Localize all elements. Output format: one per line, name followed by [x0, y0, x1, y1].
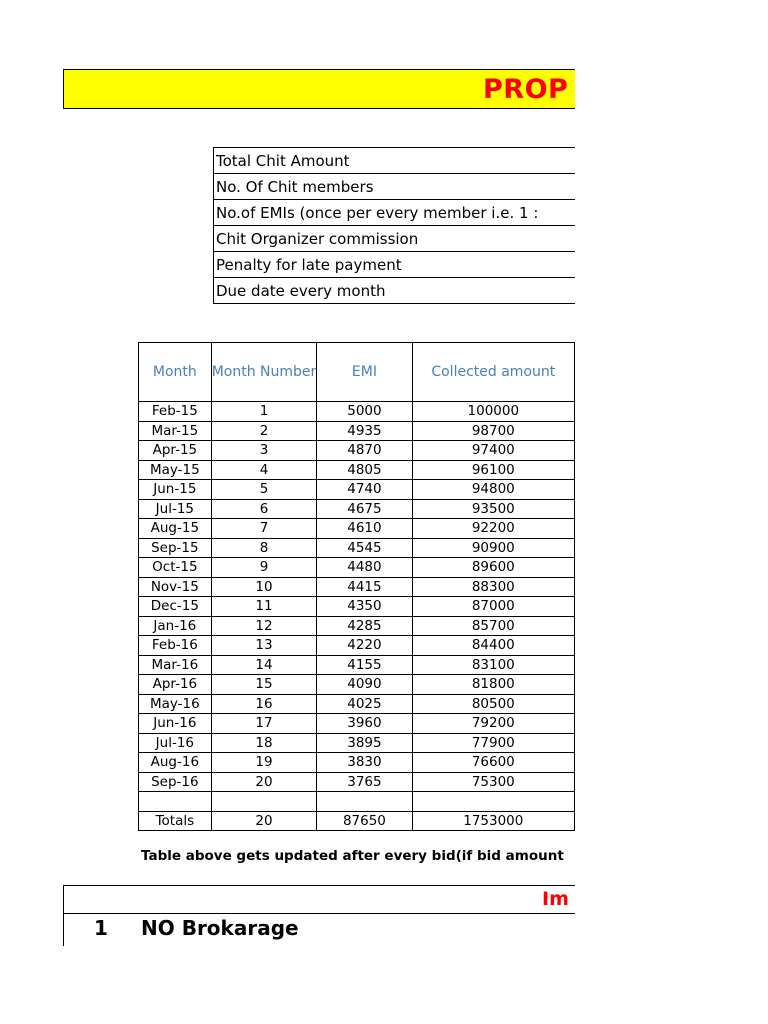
- emi-cell: 4480: [317, 558, 412, 578]
- page-title: PROP: [483, 74, 569, 105]
- collected-amount-cell: 81800: [412, 675, 574, 695]
- collected-amount-cell: 80500: [412, 694, 574, 714]
- header-month-number: Month Number: [211, 343, 317, 402]
- table-row: [139, 441, 575, 461]
- info-row: [214, 200, 576, 226]
- collected-amount-cell: 77900: [412, 733, 574, 753]
- emi-cell: 4155: [317, 655, 412, 675]
- chit-info-table: [213, 147, 575, 304]
- collected-amount-cell: 89600: [412, 558, 574, 578]
- table-row: [139, 792, 575, 812]
- info-row: [214, 252, 576, 278]
- collected-amount-cell: 83100: [412, 655, 574, 675]
- collected-amount-cell: 97400: [412, 441, 574, 461]
- table-row: [139, 519, 575, 539]
- info-label-cell: Penalty for late payment: [214, 252, 576, 278]
- collected-amount-cell: 88300: [412, 577, 574, 597]
- month-cell: Sep-15: [139, 538, 212, 558]
- month-cell: Feb-16: [139, 636, 212, 656]
- month-number-cell: 2: [211, 421, 317, 441]
- table-row: [139, 733, 575, 753]
- month-number-cell: 10: [211, 577, 317, 597]
- month-number-cell: 9: [211, 558, 317, 578]
- point-label: NO Brokarage: [141, 916, 299, 940]
- table-row: [139, 480, 575, 500]
- table-row: [139, 636, 575, 656]
- collected-amount-cell: [412, 792, 574, 812]
- month-number-cell: [211, 792, 317, 812]
- point-number: 1: [94, 916, 108, 940]
- emi-cell: 3895: [317, 733, 412, 753]
- table-row: [139, 499, 575, 519]
- month-cell: Jun-16: [139, 714, 212, 734]
- month-number-cell: 1: [211, 402, 317, 422]
- emi-cell: 4350: [317, 597, 412, 617]
- collected-amount-cell: 79200: [412, 714, 574, 734]
- emi-cell: 5000: [317, 402, 412, 422]
- month-number-cell: 17: [211, 714, 317, 734]
- month-cell: Dec-15: [139, 597, 212, 617]
- collected-amount-cell: 92200: [412, 519, 574, 539]
- month-number-cell: 14: [211, 655, 317, 675]
- table-row: [139, 558, 575, 578]
- table-row: [139, 655, 575, 675]
- emi-cell: 3960: [317, 714, 412, 734]
- emi-cell: 4545: [317, 538, 412, 558]
- month-cell: Aug-15: [139, 519, 212, 539]
- info-row: [214, 148, 576, 174]
- info-label-cell: No. Of Chit members: [214, 174, 576, 200]
- chit-info-body: [214, 148, 576, 304]
- month-number-cell: 20: [211, 772, 317, 792]
- month-cell: Jun-15: [139, 480, 212, 500]
- collected-amount-cell: 87000: [412, 597, 574, 617]
- emi-cell: 4415: [317, 577, 412, 597]
- collected-amount-cell: 100000: [412, 402, 574, 422]
- info-row: [214, 226, 576, 252]
- month-cell: Nov-15: [139, 577, 212, 597]
- emi-cell: 4220: [317, 636, 412, 656]
- emi-cell: 3830: [317, 753, 412, 773]
- month-cell: Oct-15: [139, 558, 212, 578]
- table-row: [139, 616, 575, 636]
- info-row: [214, 278, 576, 304]
- collected-amount-cell: 84400: [412, 636, 574, 656]
- month-number-cell: 20: [211, 811, 317, 831]
- month-cell: Jul-15: [139, 499, 212, 519]
- emi-cell: [317, 792, 412, 812]
- table-row: [139, 538, 575, 558]
- table-row: [139, 597, 575, 617]
- collected-amount-cell: 76600: [412, 753, 574, 773]
- table-row: [139, 421, 575, 441]
- important-points-header: [63, 885, 575, 914]
- collected-amount-cell: 90900: [412, 538, 574, 558]
- month-number-cell: 6: [211, 499, 317, 519]
- table-row: [139, 402, 575, 422]
- month-number-cell: 15: [211, 675, 317, 695]
- month-cell: Apr-15: [139, 441, 212, 461]
- month-number-cell: 3: [211, 441, 317, 461]
- month-cell: Mar-15: [139, 421, 212, 441]
- info-label-cell: Chit Organizer commission: [214, 226, 576, 252]
- collected-amount-cell: 85700: [412, 616, 574, 636]
- month-number-cell: 4: [211, 460, 317, 480]
- emi-cell: 4935: [317, 421, 412, 441]
- month-number-cell: 13: [211, 636, 317, 656]
- month-cell: Feb-15: [139, 402, 212, 422]
- month-number-cell: 11: [211, 597, 317, 617]
- emi-cell: 4090: [317, 675, 412, 695]
- table-row: [139, 772, 575, 792]
- table-row: [139, 714, 575, 734]
- month-cell: Mar-16: [139, 655, 212, 675]
- info-label-cell: Total Chit Amount: [214, 148, 576, 174]
- table-row: [139, 577, 575, 597]
- month-number-cell: 12: [211, 616, 317, 636]
- header-month: Month: [139, 343, 212, 402]
- table-row: [139, 675, 575, 695]
- header-emi: EMI: [317, 343, 412, 402]
- emi-cell: 4285: [317, 616, 412, 636]
- collected-amount-cell: 94800: [412, 480, 574, 500]
- totals-row: [139, 811, 575, 831]
- info-label-cell: Due date every month: [214, 278, 576, 304]
- collected-amount-cell: 98700: [412, 421, 574, 441]
- collected-amount-cell: 93500: [412, 499, 574, 519]
- month-number-cell: 18: [211, 733, 317, 753]
- table-row: [139, 460, 575, 480]
- emi-cell: 4675: [317, 499, 412, 519]
- month-cell: [139, 792, 212, 812]
- header-collected-amount: Collected amount: [412, 343, 574, 402]
- emi-header-row: [139, 343, 575, 402]
- month-cell: Aug-16: [139, 753, 212, 773]
- emi-cell: 4870: [317, 441, 412, 461]
- table-row: [139, 694, 575, 714]
- month-number-cell: 7: [211, 519, 317, 539]
- month-cell: Sep-16: [139, 772, 212, 792]
- important-heading: Im: [542, 888, 569, 910]
- month-number-cell: 5: [211, 480, 317, 500]
- month-cell: Jul-16: [139, 733, 212, 753]
- title-banner: [63, 69, 575, 109]
- info-label-cell: No.of EMIs (once per every member i.e. 1 :: [214, 200, 576, 226]
- month-number-cell: 16: [211, 694, 317, 714]
- month-cell: Apr-16: [139, 675, 212, 695]
- update-note: Table above gets updated after every bid(if bid amount: [141, 848, 564, 864]
- month-cell: May-16: [139, 694, 212, 714]
- emi-cell: 4610: [317, 519, 412, 539]
- emi-cell: 4805: [317, 460, 412, 480]
- table-row: [139, 753, 575, 773]
- important-point-row: [63, 914, 575, 946]
- month-cell: Totals: [139, 811, 212, 831]
- emi-cell: 87650: [317, 811, 412, 831]
- month-cell: May-15: [139, 460, 212, 480]
- emi-cell: 4740: [317, 480, 412, 500]
- emi-schedule-body: [139, 402, 575, 831]
- info-row: [214, 174, 576, 200]
- month-number-cell: 8: [211, 538, 317, 558]
- emi-cell: 3765: [317, 772, 412, 792]
- collected-amount-cell: 75300: [412, 772, 574, 792]
- month-number-cell: 19: [211, 753, 317, 773]
- month-cell: Jan-16: [139, 616, 212, 636]
- collected-amount-cell: 96100: [412, 460, 574, 480]
- emi-schedule-table: [138, 342, 575, 831]
- emi-cell: 4025: [317, 694, 412, 714]
- collected-amount-cell: 1753000: [412, 811, 574, 831]
